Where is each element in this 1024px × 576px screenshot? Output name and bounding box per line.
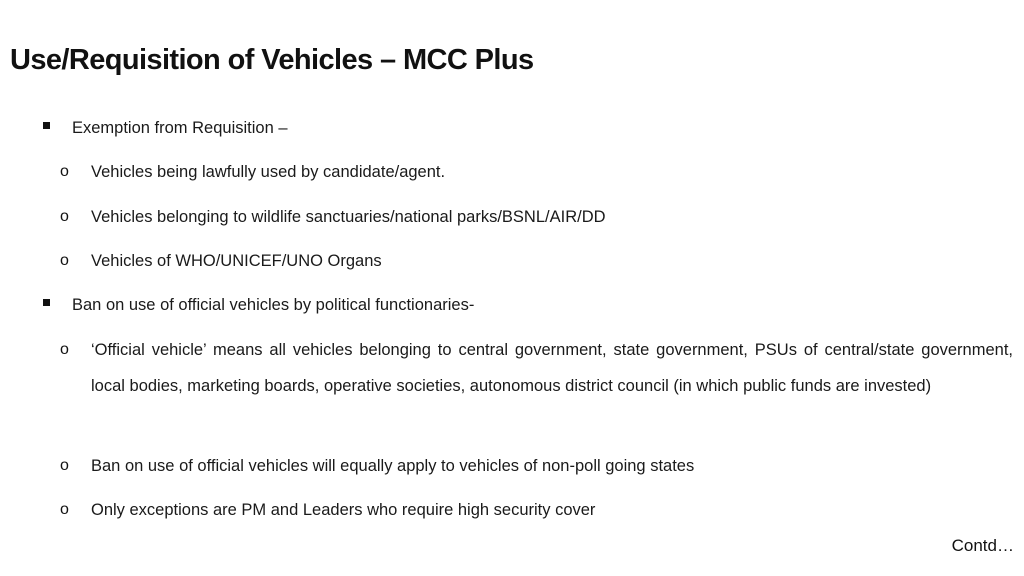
list-item-text: Only exceptions are PM and Leaders who require high security cover: [91, 501, 596, 519]
list-item-text: Ban on use of official vehicles by political functionaries-: [72, 296, 475, 314]
slide-title: Use/Requisition of Vehicles – MCC Plus: [10, 44, 534, 76]
square-bullet-icon: [43, 299, 50, 306]
circle-bullet-icon: o: [60, 208, 69, 225]
list-item: [72, 287, 474, 323]
square-bullet-icon: [43, 122, 50, 129]
circle-bullet-icon: o: [60, 501, 69, 518]
list-item-text: Vehicles of WHO/UNICEF/UNO Organs: [91, 252, 382, 270]
circle-bullet-icon: o: [60, 341, 69, 358]
list-item-text: Ban on use of official vehicles will equally apply to vehicles of non-poll going states: [91, 457, 695, 475]
list-item: [72, 110, 288, 146]
circle-bullet-icon: o: [60, 252, 69, 269]
list-item-text: Exemption from Requisition –: [72, 119, 288, 137]
continued-label: Contd…: [951, 536, 1014, 555]
list-item: [60, 243, 382, 279]
list-item: [60, 154, 446, 190]
list-item: [60, 492, 596, 528]
list-item: [60, 199, 606, 235]
circle-bullet-icon: o: [60, 457, 69, 474]
list-item: [60, 448, 695, 484]
list-item-text: Vehicles belonging to wildlife sanctuaries/national parks/BSNL/AIR/DD: [91, 208, 606, 226]
circle-bullet-icon: o: [60, 163, 69, 180]
list-item-text: Vehicles being lawfully used by candidate/agent.: [91, 163, 446, 181]
list-item-text: ‘Official vehicle’ means all vehicles belonging to central government, state government, PSUs of central/state government, local bodies, marketing boards, operative societies, autonomous district council (in which public funds are invested): [91, 341, 1013, 395]
list-item: [60, 332, 1013, 404]
